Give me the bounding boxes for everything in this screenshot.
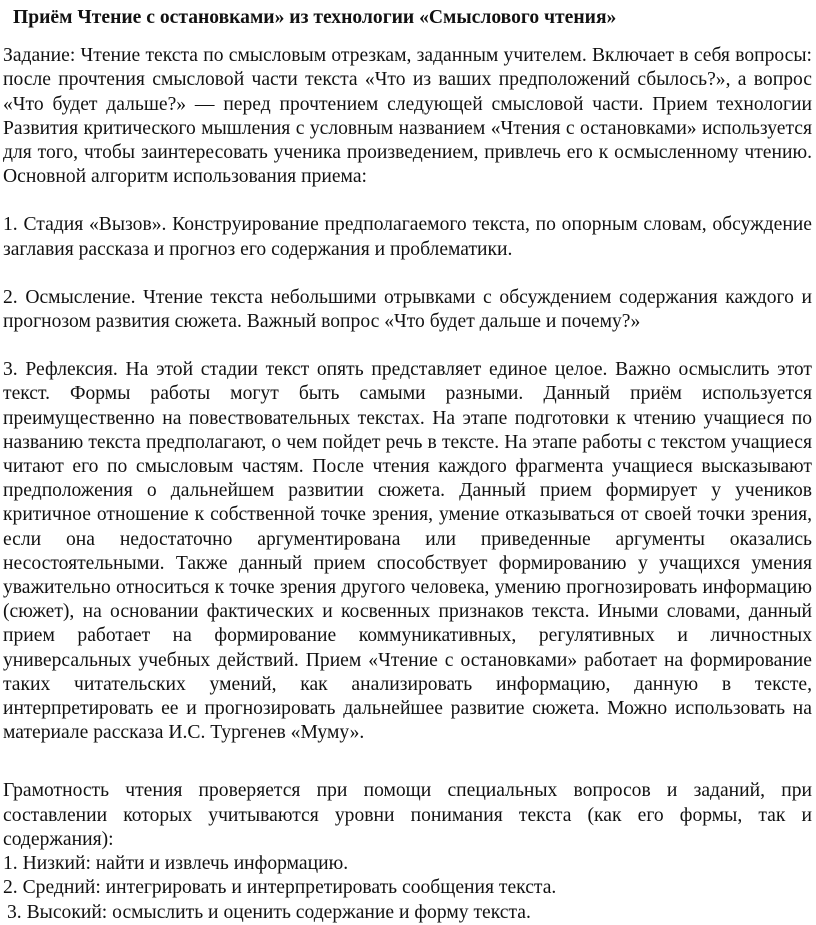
level-item-medium: 2. Средний: интегрировать и интерпретировать сообщения текста.	[3, 877, 557, 899]
section-spacer	[3, 745, 812, 779]
stage-3-paragraph: 3. Рефлексия. На этой стадии текст опять представляет единое целое. Важно осмыслить этот текст. Формы работы могут быть самыми разными. Данный приём используется преимущественно на повествовательных текстах. На этапе подготовки к чтению учащиеся по названию текста предполагают, о чем пойдет речь в тексте. На этапе работы с текстом учащиеся читают его по смысловым частям. После чтения каждого фрагмента учащиеся высказывают предположения о дальнейшем развитии сюжета. Данный прием формирует у учеников критичное отношение к собственной точке зрения, умение отказываться от своей точки зрения, если она недостаточно аргументирована или приведенные аргументы оказались несостоятельными. Также данный прием способствует формированию у учащихся умения уважительно относиться к точке зрения другого человека, умению прогнозировать информацию (сюжет), на основании фактических и косвенных признаков текста. Иными словами, данный прием работает на формирование коммуникативных, регулятивных и личностных универсальных учебных действий. Прием «Чтение с остановками» работает на формирование таких читательских умений, как анализировать информацию, данную в тексте, интерпретировать ее и прогнозировать дальнейшее развитие сюжета. Можно использовать на материале рассказа И.С. Тургенев «Муму».	[3, 359, 812, 744]
document-title: Приём Чтение с остановками» из технологии «Смыслового чтения»	[13, 7, 617, 28]
level-item-low: 1. Низкий: найти и извлечь информацию.	[3, 853, 349, 875]
stage-1-paragraph: 1. Стадия «Вызов». Конструирование предполагаемого текста, по опорным словам, обсуждение заглавия рассказа и прогноз его содержания и проблематики.	[3, 214, 812, 260]
task-paragraph: Задание: Чтение текста по смысловым отрезкам, заданным учителем. Включает в себя вопросы: после прочтения смысловой части текста «Что из ваших предположений сбылось?», а вопрос «Что будет дальше?» — перед прочтением следующей смысловой части. Прием технологии Развития критического мышления с условным названием «Чтения с остановками» используется для того, чтобы заинтересовать ученика произведением, привлечь его к осмысленному чтению. Основной алгоритм использования приема:	[3, 45, 812, 188]
stage-2-paragraph: 2. Осмысление. Чтение текста небольшими отрывками с обсуждением содержания каждого и прогнозом развития сюжета. Важный вопрос «Что будет дальше и почему?»	[3, 286, 812, 333]
level-item-high: 3. Высокий: осмыслить и оценить содержание и форму текста.	[7, 901, 531, 923]
literacy-intro-paragraph: Грамотность чтения проверяется при помощи специальных вопросов и заданий, при составлении которых учитываются уровни понимания текста (как его формы, так и содержания):	[3, 780, 812, 850]
